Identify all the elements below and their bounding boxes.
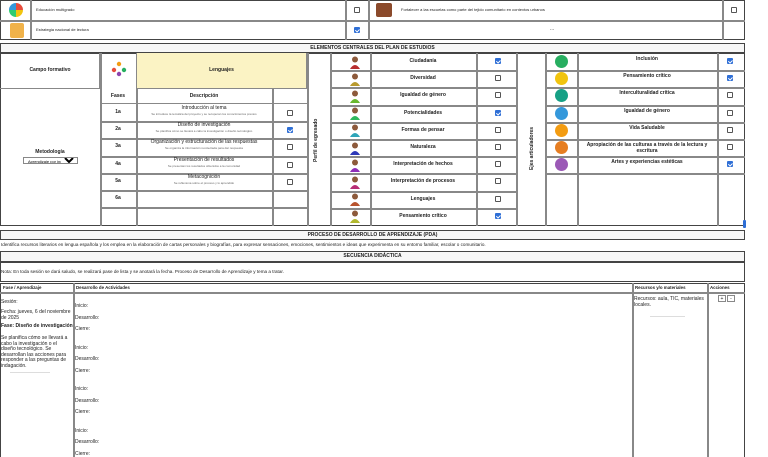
secuencia-note: Nota: En toda sesión se dará saludo, se realizará pase de lista y se anotará la fecha. Proceso de Desarrollo de Aprendizaje y tema a tratar. bbox=[1, 269, 284, 274]
campo-label: Campo formativo bbox=[29, 67, 71, 73]
row1-right-text: Fortalecer a las escuelas como parte del tejido comunitario en contextos urbanos bbox=[401, 7, 545, 12]
activity-cierre-field[interactable]: Cierre: bbox=[75, 326, 91, 332]
fase-title: Introducción al tema bbox=[181, 105, 227, 111]
fases-header: Fases bbox=[110, 93, 126, 99]
remove-row-button[interactable]: - bbox=[727, 295, 735, 302]
fase-label: 6a bbox=[115, 195, 121, 201]
pda-text: Identifica recursos literarios en lengua española y los emplea en la elaboración de cartas personales y biografías, para expresar sensaciones, emociones, sentimientos e ideas que experimenta en su entorno familiar, escolar o comunitario. bbox=[1, 242, 486, 247]
fase-subtitle: Se planifica cómo se llevará a cabo la investigación o diseño tecnológico bbox=[155, 130, 253, 134]
perfil-item-label: Naturaleza bbox=[410, 144, 436, 150]
campo-value: Lenguajes bbox=[209, 67, 234, 73]
scrollbar-thumb[interactable] bbox=[743, 220, 746, 228]
perfil-item-label: Formas de pensar bbox=[401, 126, 445, 133]
perfil-item-label: Diversidad bbox=[410, 75, 436, 82]
perfil-item-label: Igualdad de género bbox=[400, 92, 446, 99]
perfil-item-checkbox[interactable] bbox=[495, 144, 501, 150]
fase-label: 3a bbox=[115, 143, 121, 150]
activity-cierre-field[interactable]: Cierre: bbox=[75, 367, 91, 374]
fase-title: Fase: Diseño de investigación bbox=[1, 323, 73, 329]
fase-title: Presentación de resultados bbox=[173, 156, 235, 163]
perfil-avatar-icon bbox=[348, 192, 362, 206]
eje-icon bbox=[555, 124, 568, 137]
activity-desarrollo-field[interactable]: Desarrollo: bbox=[75, 439, 100, 445]
lenguajes-icon bbox=[110, 60, 128, 78]
perfil-item-label: Interpretación de procesos bbox=[390, 178, 456, 185]
perfil-item-label: Ciudadanía bbox=[409, 58, 437, 64]
row1-label: Educación multigrado bbox=[36, 7, 75, 12]
eje-item-label: Vida Saludable bbox=[629, 124, 665, 131]
eje-item-label: Igualdad de género bbox=[624, 107, 670, 114]
recursos-text[interactable]: Recursos: aula, TIC, materiales locales. bbox=[634, 296, 704, 308]
eje-icon bbox=[555, 55, 568, 68]
perfil-label: Perfil de egresado bbox=[313, 118, 319, 162]
activity-inicio-field[interactable]: Inicio: bbox=[75, 386, 89, 392]
section-title: ELEMENTOS CENTRALES DEL PLAN DE ESTUDIOS bbox=[310, 44, 435, 51]
perfil-avatar-icon bbox=[348, 72, 362, 86]
fase-title: Diseño de investigación bbox=[177, 122, 231, 129]
perfil-avatar-icon bbox=[348, 55, 362, 69]
descripcion-header: Descripción bbox=[189, 93, 219, 99]
perfil-avatar-icon bbox=[348, 89, 362, 103]
activity-desarrollo-field[interactable]: Desarrollo: bbox=[75, 397, 100, 404]
fase-title: Organización y estructuración de las respuestas bbox=[150, 139, 258, 146]
perfil-item-label: Interpretación de hechos bbox=[393, 161, 453, 168]
eje-item-label: Apropiación de las culturas a través de la lectura y escritura bbox=[586, 142, 708, 154]
fase-subtitle: Se presentan los resultados obtenidos a la comunidad bbox=[167, 164, 241, 168]
eje-icon bbox=[555, 141, 568, 154]
recursos-underline bbox=[650, 316, 685, 317]
eje-item-checkbox[interactable] bbox=[727, 92, 733, 98]
row1-right-checkbox[interactable] bbox=[731, 7, 737, 13]
eje-icon bbox=[555, 107, 568, 120]
fase-label: 1a bbox=[115, 109, 121, 115]
fase-subtitle: Se reflexiona sobre el proceso y lo aprendido bbox=[173, 181, 235, 185]
fase-label: 2a bbox=[115, 126, 121, 133]
fase-checkbox[interactable] bbox=[287, 127, 293, 133]
fase-label: 4a bbox=[115, 160, 121, 167]
fase-label: 5a bbox=[115, 177, 121, 184]
perfil-avatar-icon bbox=[348, 141, 362, 155]
perfil-item-label: Potencialidades bbox=[403, 109, 443, 116]
fase-text-underline bbox=[10, 372, 50, 373]
fase-title: Metacognición bbox=[187, 173, 221, 180]
activity-cierre-field[interactable]: Cierre: bbox=[75, 450, 91, 457]
perfil-item-checkbox[interactable] bbox=[495, 196, 501, 202]
activity-inicio-field[interactable]: Inicio: bbox=[75, 427, 89, 434]
fecha-text: Fecha: jueves, 6 del noviembre de 2025 bbox=[1, 309, 71, 321]
perfil-item-checkbox[interactable] bbox=[495, 92, 501, 98]
fase-subtitle: Se introduce la temática del proyecto y se recuperan los conocimientos previos bbox=[151, 113, 257, 116]
col-fase-header: Fase / Aprendizaje bbox=[3, 285, 42, 290]
eje-item-checkbox[interactable] bbox=[727, 144, 733, 150]
metodologia-select[interactable] bbox=[23, 157, 78, 164]
secuencia-title: SECUENCIA DIDÁCTICA bbox=[343, 253, 402, 259]
lectura-icon bbox=[10, 23, 24, 38]
eje-item-checkbox[interactable] bbox=[727, 58, 733, 64]
fase-checkbox[interactable] bbox=[287, 179, 293, 185]
row1-checkbox[interactable] bbox=[354, 7, 360, 13]
eje-item-checkbox[interactable] bbox=[727, 110, 733, 116]
eje-item-checkbox[interactable] bbox=[727, 75, 733, 81]
activity-desarrollo-field[interactable]: Desarrollo: bbox=[75, 314, 100, 321]
tejido-icon bbox=[376, 3, 392, 17]
activity-desarrollo-field[interactable]: Desarrollo: bbox=[75, 356, 100, 362]
row2-right-text: ... bbox=[550, 26, 555, 32]
metodologia-label: Metodología bbox=[35, 149, 65, 155]
multigrado-icon bbox=[9, 3, 23, 17]
eje-item-label: Interculturalidad crítica bbox=[619, 90, 675, 97]
ejes-label: Ejes articuladores bbox=[529, 126, 535, 170]
fase-checkbox[interactable] bbox=[287, 110, 293, 116]
perfil-item-checkbox[interactable] bbox=[495, 58, 501, 64]
perfil-item-label: Pensamiento crítico bbox=[399, 212, 447, 219]
col-recursos-header: Recursos y/o materiales bbox=[635, 285, 686, 290]
col-acciones-header: Acciones bbox=[710, 285, 730, 290]
activity-inicio-field[interactable]: Inicio: bbox=[75, 344, 89, 351]
pda-title: PROCESO DE DESARROLLO DE APRENDIZAJE (PDA) bbox=[307, 231, 438, 238]
perfil-avatar-icon bbox=[348, 209, 362, 223]
col-desarrollo-header: Desarrollo de Actividades bbox=[76, 285, 130, 290]
eje-item-label: Pensamiento crítico bbox=[623, 73, 671, 80]
row2-label: Estrategia nacional de lectura bbox=[36, 27, 89, 32]
row2-checkbox[interactable] bbox=[354, 27, 360, 33]
eje-item-checkbox[interactable] bbox=[727, 161, 733, 167]
perfil-item-checkbox[interactable] bbox=[495, 127, 501, 133]
perfil-avatar-icon bbox=[348, 106, 362, 120]
eje-item-checkbox[interactable] bbox=[727, 127, 733, 133]
perfil-avatar-icon bbox=[348, 158, 362, 172]
add-row-button[interactable]: + bbox=[718, 295, 726, 302]
perfil-item-checkbox[interactable] bbox=[495, 161, 501, 167]
perfil-item-checkbox[interactable] bbox=[495, 75, 501, 81]
fase-text: Se planifica cómo se llevará a cabo la investigación o el diseño tecnológico. Se desarrollan las acciones para responder a las preguntas de indagación. bbox=[1, 335, 68, 369]
perfil-item-checkbox[interactable] bbox=[495, 178, 501, 184]
perfil-item-label: Lenguajes bbox=[410, 195, 436, 202]
perfil-avatar-icon bbox=[348, 123, 362, 137]
activity-inicio-field[interactable]: Inicio: bbox=[75, 303, 89, 309]
perfil-item-checkbox[interactable] bbox=[495, 110, 501, 116]
fase-checkbox[interactable] bbox=[287, 144, 293, 150]
eje-item-label: Inclusión bbox=[636, 56, 658, 62]
perfil-avatar-icon bbox=[348, 175, 362, 189]
fase-checkbox[interactable] bbox=[287, 162, 293, 168]
eje-item-label: Artes y experiencias estéticas bbox=[611, 159, 683, 166]
sesion-label: Sesión: bbox=[1, 299, 18, 305]
fase-subtitle: Se organiza la información recolectada para dar respuesta bbox=[165, 147, 243, 151]
perfil-item-checkbox[interactable] bbox=[495, 213, 501, 219]
activity-cierre-field[interactable]: Cierre: bbox=[75, 409, 91, 415]
